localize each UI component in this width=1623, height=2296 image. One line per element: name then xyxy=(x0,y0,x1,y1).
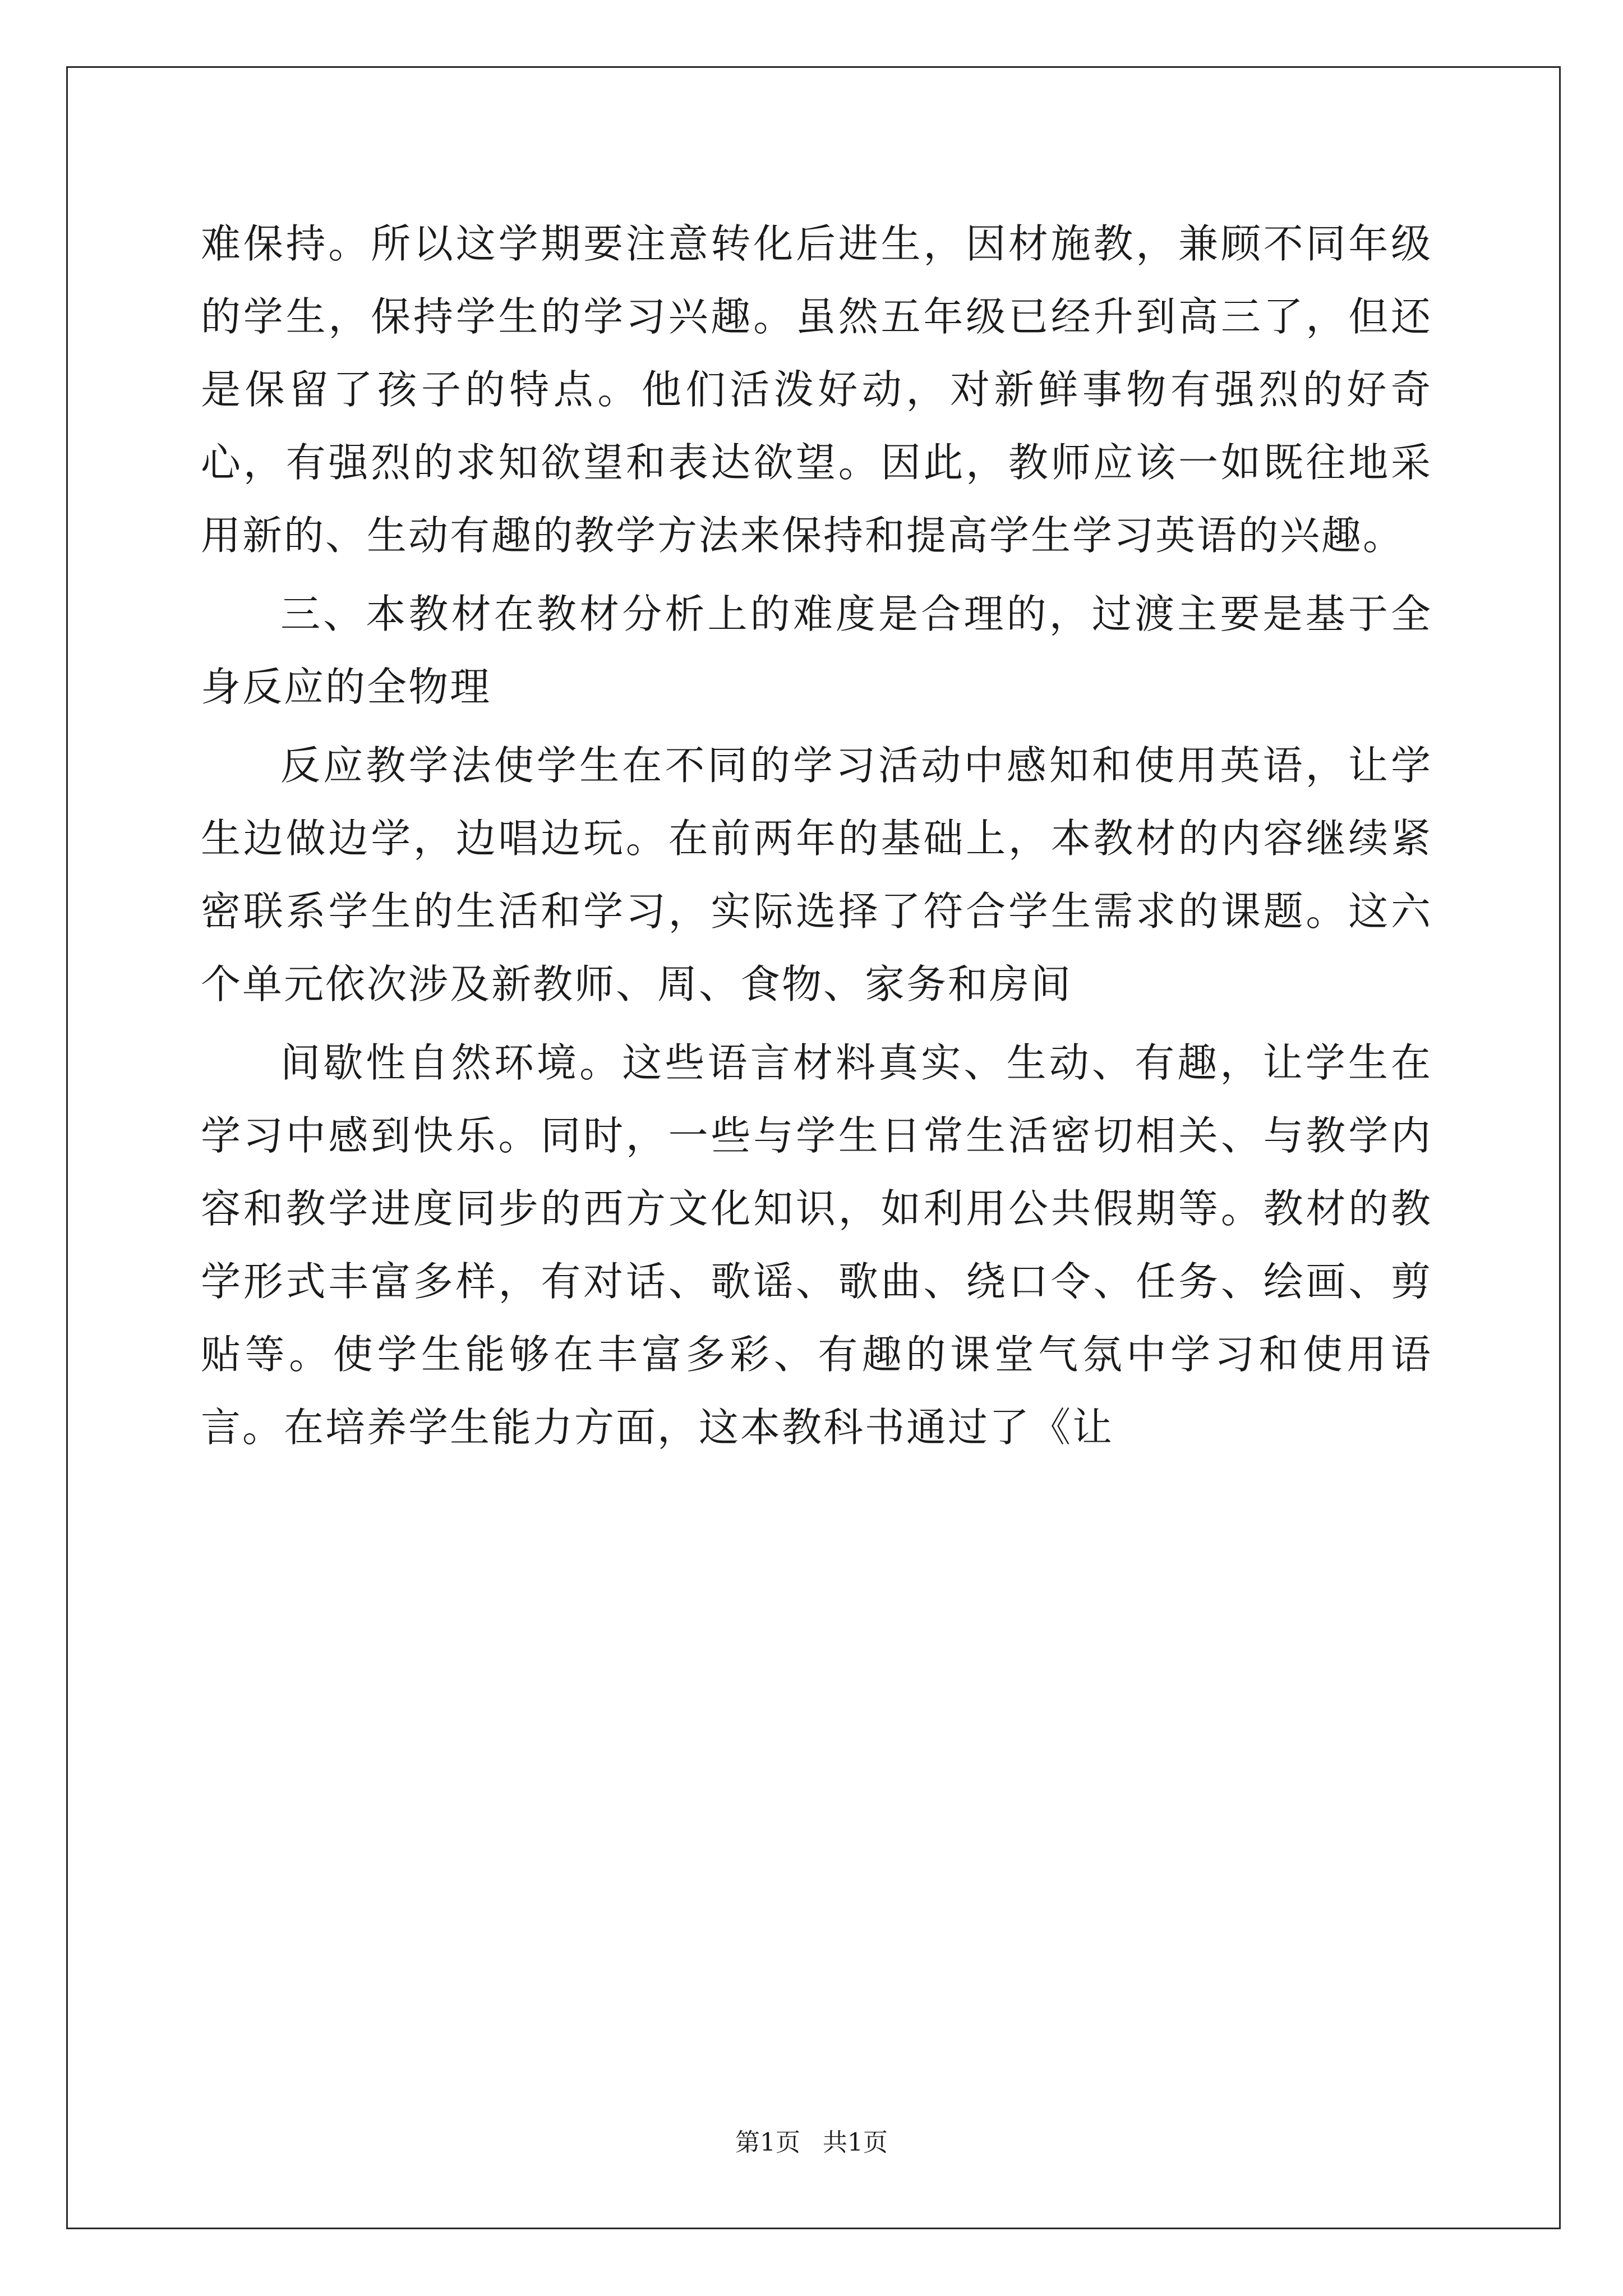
document-body xyxy=(201,208,1432,1464)
paragraph-1: 难保持。所以这学期要注意转化后进生，因材施教，兼顾不同年级的学生，保持学生的学习兴趣。虽然五年级已经升到高三了，但还是保留了孩子的特点。他们活泼好动，对新鲜事物有强烈的好奇心，有强烈的求知欲望和表达欲望。因此，教师应该一如既往地采用新的、生动有趣的教学方法来保持和提高学生学习英语的兴趣。 xyxy=(201,220,1432,559)
page-number-current: 第1页 xyxy=(735,2128,800,2157)
paragraph-2: 三、本教材在教材分析上的难度是合理的，过渡主要是基于全身反应的全物理 xyxy=(201,591,1432,710)
paragraph-4: 间歇性自然环境。这些语言材料真实、生动、有趣，让学生在学习中感到快乐。同时，一些与学生日常生活密切相关、与教学内容和教学进度同步的西方文化知识，如利用公共假期等。教材的教学形式丰富多样，有对话、歌谣、歌曲、绕口令、任务、绘画、剪贴等。使学生能够在丰富多彩、有趣的课堂气氛中学习和使用语言。在培养学生能力方面，这本教科书通过了《让 xyxy=(201,1039,1432,1451)
page-footer xyxy=(0,2126,1623,2160)
paragraph-3: 反应教学法使学生在不同的学习活动中感知和使用英语，让学生边做边学，边唱边玩。在前两年的基础上，本教材的内容继续紧密联系学生的生活和学习，实际选择了符合学生需求的课题。这六个单元依次涉及新教师、周、食物、家务和房间 xyxy=(201,742,1432,1007)
page-number-total: 共1页 xyxy=(823,2128,888,2157)
